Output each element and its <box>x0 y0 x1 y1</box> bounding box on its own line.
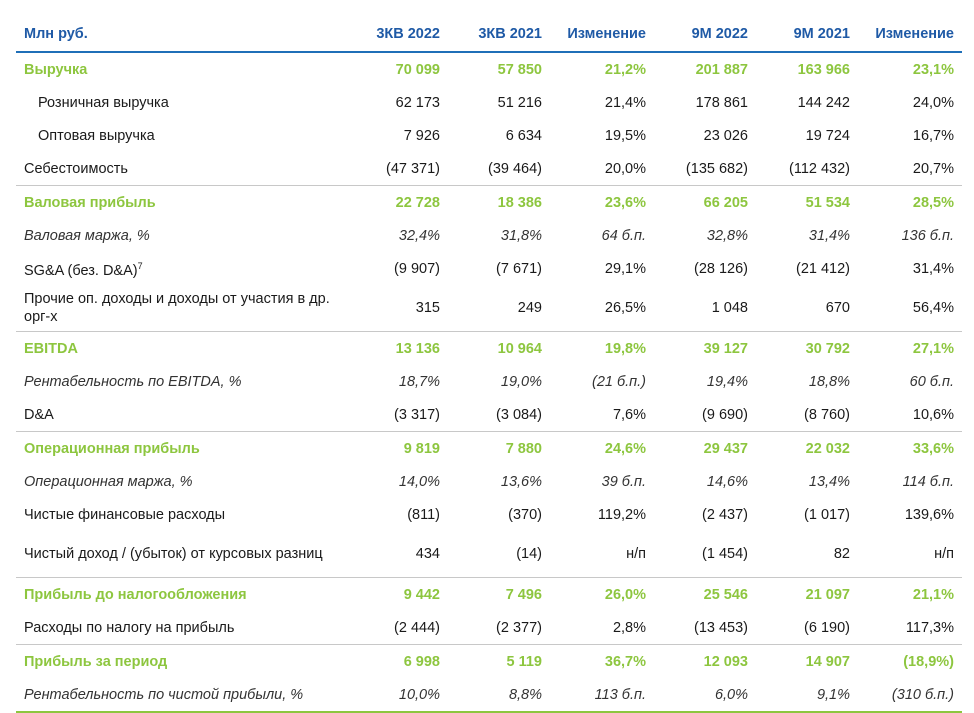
cell: 64 б.п. <box>601 227 646 244</box>
cell: 31,8% <box>500 227 542 244</box>
cell: 7 880 <box>448 432 550 466</box>
cell: (9 907) <box>394 260 440 277</box>
table-row <box>16 432 962 466</box>
header-col: Изменение <box>858 17 962 52</box>
cell: 21 097 <box>756 578 858 612</box>
cell: 19,8% <box>550 332 654 366</box>
table-row <box>16 678 962 712</box>
cell: (14) <box>516 546 542 562</box>
table-row <box>16 332 962 366</box>
cell: 6 998 <box>346 645 448 679</box>
cell: 57 850 <box>497 61 542 78</box>
cell: 6 634 <box>505 127 542 144</box>
row-label: Себестоимость <box>24 160 128 177</box>
cell: 136 б.п. <box>901 227 954 244</box>
table-row <box>16 186 962 220</box>
cell: 14,6% <box>706 473 748 490</box>
cell: 7 926 <box>403 127 440 144</box>
cell: 13,4% <box>808 473 850 490</box>
cell: 70 099 <box>395 61 440 78</box>
cell: (112 432) <box>789 160 850 177</box>
row-label: Операционная маржа, % <box>24 473 193 490</box>
cell: (39 464) <box>487 160 542 177</box>
cell: 18,8% <box>808 373 850 390</box>
table-row <box>16 611 962 645</box>
cell: 31,4% <box>912 260 954 277</box>
cell: 14,0% <box>398 473 440 490</box>
row-label: Рентабельность по чистой прибыли, % <box>16 678 346 712</box>
cell: 14 907 <box>756 645 858 679</box>
cell: 22 728 <box>346 186 448 220</box>
cell: 114 б.п. <box>902 473 954 490</box>
cell: 62 173 <box>395 94 440 111</box>
cell: (9 690) <box>702 406 748 423</box>
cell: 9 442 <box>346 578 448 612</box>
row-label: Прибыль за период <box>16 645 346 679</box>
cell: 25 546 <box>654 578 756 612</box>
cell: (47 371) <box>385 160 440 177</box>
cell: 12 093 <box>654 645 756 679</box>
cell: (1 017) <box>804 506 850 523</box>
financial-table-wrapper <box>16 17 962 713</box>
table-row <box>16 52 962 86</box>
row-label: Чистый доход / (убыток) от курсовых разниц <box>24 546 323 562</box>
cell: (2 377) <box>496 619 542 636</box>
cell: 32,4% <box>398 227 440 244</box>
table-row <box>16 645 962 679</box>
table-row <box>16 219 962 252</box>
cell: (2 437) <box>702 506 748 523</box>
table-row <box>16 498 962 531</box>
cell: 24,0% <box>912 94 954 111</box>
cell: 39 127 <box>654 332 756 366</box>
cell: (13 453) <box>693 619 748 636</box>
cell: 1 048 <box>711 300 748 316</box>
cell: (3 084) <box>496 406 542 423</box>
cell: 6,0% <box>654 678 756 712</box>
table-row <box>16 152 962 186</box>
cell: 27,1% <box>858 332 962 366</box>
cell: 21,1% <box>858 578 962 612</box>
table-row <box>16 365 962 398</box>
cell: 5 119 <box>448 645 550 679</box>
cell: 113 б.п. <box>550 678 654 712</box>
row-label: Прочие оп. доходы и доходы от участия в др. орг-х <box>24 291 330 325</box>
cell: 29,1% <box>604 260 646 277</box>
table-row <box>16 578 962 612</box>
row-label: D&A <box>24 406 54 423</box>
cell: 32,8% <box>706 227 748 244</box>
row-label <box>16 252 346 285</box>
cell: 33,6% <box>858 432 962 466</box>
cell: 7 496 <box>448 578 550 612</box>
cell: 19 724 <box>805 127 850 144</box>
cell: 117,3% <box>905 619 954 636</box>
table-row <box>16 285 962 332</box>
row-label: Прибыль до налогообложения <box>16 578 346 612</box>
cell: 434 <box>415 546 440 562</box>
cell: (8 760) <box>804 406 850 423</box>
table-row <box>16 86 962 119</box>
table-row <box>16 252 962 285</box>
row-label: Розничная выручка <box>38 94 169 111</box>
cell: 19,0% <box>500 373 542 390</box>
cell: (370) <box>508 506 542 523</box>
cell: н/п <box>934 546 954 562</box>
header-col: 3КВ 2022 <box>346 17 448 52</box>
cell: (310 б.п.) <box>858 678 962 712</box>
cell: 144 242 <box>797 94 850 111</box>
cell: 18,7% <box>398 373 440 390</box>
cell: 51 534 <box>756 186 858 220</box>
cell: (28 126) <box>693 260 748 277</box>
row-label-text: SG&A (без. D&A) <box>24 262 138 279</box>
cell: 23 026 <box>703 127 748 144</box>
cell: н/п <box>626 546 646 562</box>
cell: 10 964 <box>448 332 550 366</box>
cell: 29 437 <box>654 432 756 466</box>
financial-table <box>16 17 962 713</box>
table-row <box>16 465 962 498</box>
row-label: Выручка <box>24 61 88 78</box>
row-label: Валовая прибыль <box>16 186 346 220</box>
cell: (6 190) <box>804 619 850 636</box>
cell: 7,6% <box>612 406 646 423</box>
cell: 24,6% <box>550 432 654 466</box>
cell: 9 819 <box>346 432 448 466</box>
cell: 315 <box>415 300 440 316</box>
cell: 39 б.п. <box>601 473 646 490</box>
cell: 23,6% <box>550 186 654 220</box>
cell: 10,6% <box>912 406 954 423</box>
row-label: Расходы по налогу на прибыль <box>24 619 235 636</box>
cell: (2 444) <box>394 619 440 636</box>
cell: (811) <box>407 506 440 523</box>
cell: 82 <box>833 546 850 562</box>
cell: 670 <box>825 300 850 316</box>
cell: 20,0% <box>604 160 646 177</box>
row-label: EBITDA <box>16 332 346 366</box>
cell: 28,5% <box>858 186 962 220</box>
cell: 18 386 <box>448 186 550 220</box>
header-col: 3КВ 2021 <box>448 17 550 52</box>
row-label: Оптовая выручка <box>38 127 155 144</box>
cell: 20,7% <box>912 160 954 177</box>
cell: 21,2% <box>604 61 646 78</box>
cell: 56,4% <box>912 300 954 316</box>
cell: 16,7% <box>912 127 954 144</box>
cell: 13 136 <box>346 332 448 366</box>
table-header-row <box>16 17 962 52</box>
cell: 8,8% <box>448 678 550 712</box>
cell: 139,6% <box>904 506 954 523</box>
cell: 249 <box>517 300 542 316</box>
cell: 36,7% <box>550 645 654 679</box>
table-row <box>16 398 962 432</box>
header-col: 9М 2021 <box>756 17 858 52</box>
cell: 31,4% <box>808 227 850 244</box>
cell: (135 682) <box>685 160 748 177</box>
cell: (7 671) <box>496 260 542 277</box>
cell: 19,4% <box>706 373 748 390</box>
cell: 30 792 <box>756 332 858 366</box>
cell: (21 412) <box>795 260 850 277</box>
cell: 119,2% <box>597 506 646 523</box>
cell: 51 216 <box>497 94 542 111</box>
cell: 2,8% <box>612 619 646 636</box>
header-col: 9М 2022 <box>654 17 756 52</box>
header-units: Млн руб. <box>16 17 346 52</box>
cell: 26,0% <box>550 578 654 612</box>
row-label: Рентабельность по EBITDA, % <box>24 373 242 390</box>
table-row <box>16 119 962 152</box>
cell: (18,9%) <box>858 645 962 679</box>
cell: 19,5% <box>604 127 646 144</box>
cell: (3 317) <box>394 406 440 423</box>
table-row <box>16 531 962 578</box>
footnote-mark: 7 <box>137 261 143 272</box>
cell: 10,0% <box>346 678 448 712</box>
cell: (21 б.п.) <box>591 373 646 390</box>
header-col: Изменение <box>550 17 654 52</box>
cell: 9,1% <box>756 678 858 712</box>
cell: 163 966 <box>797 61 850 78</box>
row-label: Валовая маржа, % <box>24 227 150 244</box>
cell: 22 032 <box>756 432 858 466</box>
cell: 66 205 <box>654 186 756 220</box>
row-label: Чистые финансовые расходы <box>24 506 226 523</box>
cell: 201 887 <box>695 61 748 78</box>
cell: 60 б.п. <box>909 373 954 390</box>
cell: 21,4% <box>604 94 646 111</box>
cell: 178 861 <box>695 94 748 111</box>
cell: 13,6% <box>500 473 542 490</box>
cell: 26,5% <box>604 300 646 316</box>
row-label: Операционная прибыль <box>16 432 346 466</box>
cell: (1 454) <box>702 546 748 562</box>
cell: 23,1% <box>912 61 954 78</box>
